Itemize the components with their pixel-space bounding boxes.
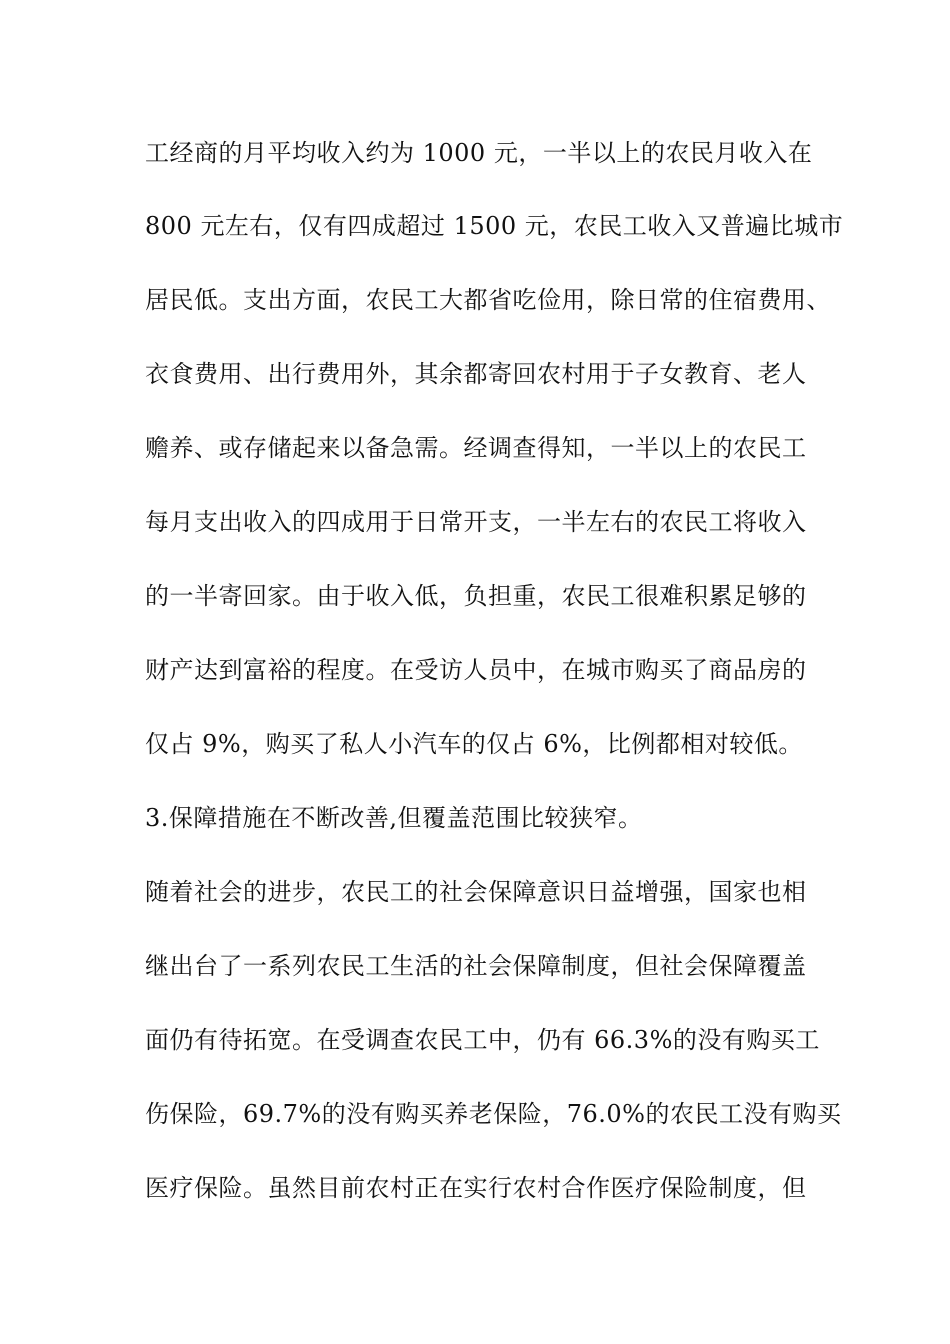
text-line: 800 元左右，仅有四成超过 1500 元，农民工收入又普遍比城市 xyxy=(145,212,844,240)
text-line: 赡养、或存储起来以备急需。经调查得知，一半以上的农民工 xyxy=(145,434,807,462)
text-line: 仅占 9%，购买了私人小汽车的仅占 6%，比例都相对较低。 xyxy=(145,730,803,758)
text-line: 工经商的月平均收入约为 1000 元，一半以上的农民月收入在 xyxy=(145,139,813,167)
text-line: 衣食费用、出行费用外，其余都寄回农村用于子女教育、老人 xyxy=(145,360,807,388)
text-line: 的一半寄回家。由于收入低，负担重，农民工很难积累足够的 xyxy=(145,582,807,610)
text-line: 继出台了一系列农民工生活的社会保障制度，但社会保障覆盖 xyxy=(145,952,807,980)
text-line: 每月支出收入的四成用于日常开支，一半左右的农民工将收入 xyxy=(145,508,807,536)
text-line: 医疗保险。虽然目前农村正在实行农村合作医疗保险制度，但 xyxy=(145,1174,807,1202)
text-line: 面仍有待拓宽。在受调查农民工中，仍有 66.3%的没有购买工 xyxy=(145,1026,820,1054)
text-line: 居民低。支出方面，农民工大都省吃俭用，除日常的住宿费用、 xyxy=(145,286,831,314)
text-line: 伤保险，69.7%的没有购买养老保险，76.0%的农民工没有购买 xyxy=(145,1100,842,1128)
section-heading: 3.保障措施在不断改善,但覆盖范围比较狭窄。 xyxy=(145,804,643,832)
text-line: 财产达到富裕的程度。在受访人员中，在城市购买了商品房的 xyxy=(145,656,807,684)
text-line: 随着社会的进步，农民工的社会保障意识日益增强，国家也相 xyxy=(145,878,807,906)
